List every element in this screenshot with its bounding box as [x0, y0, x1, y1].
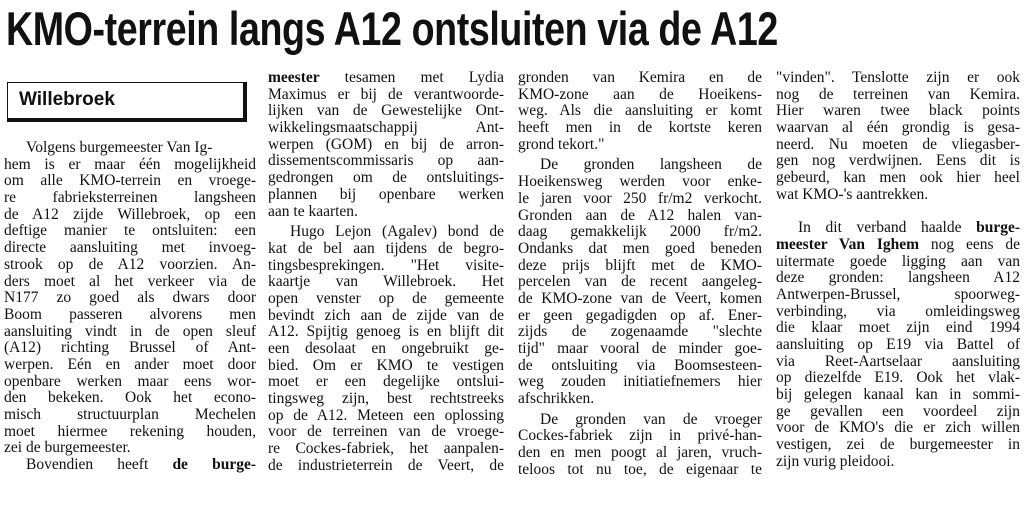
article-line: heeft men in de kortste keren	[518, 119, 762, 137]
article-line: moet hiermee rekening houden,	[4, 422, 256, 440]
article-line: neerd. Nu moeten de vliegasber-	[776, 135, 1020, 153]
article-line: weg zouden initiatiefnemers hier	[518, 373, 762, 391]
article-line: tijd" maar vooral de minder goe-	[518, 340, 762, 357]
article-line: directe aansluiting met invoeg-	[4, 239, 256, 257]
article-line: den en men poogt al jaren, vruch-	[518, 444, 762, 462]
article-line: een desolaat en ongebruikt ge-	[268, 340, 504, 357]
article-line: Volgens burgemeester Van Ig-	[26, 139, 213, 156]
article-line: teloos tot nu toe, de eigenaar te	[518, 460, 762, 478]
column-2	[268, 70, 504, 475]
article-line: bied. Om er KMO te vestigen	[268, 356, 504, 374]
article-line: KMO-zone aan de Hoeikens-	[518, 85, 762, 103]
article-line: open venster op de gemeente	[268, 289, 504, 307]
dateline-box: Willebroek	[7, 82, 247, 122]
article-line: grond tekort."	[518, 135, 605, 153]
article-line: lijken van de Gewestelijke Ont-	[268, 102, 504, 120]
article-line: misch structuurplan Mechelen	[4, 406, 256, 423]
article-line: Gronden aan de A12 halen van-	[518, 206, 762, 224]
article-line: gebeurd, kan men ook hier heel	[776, 169, 1020, 187]
article-line: de industrieterrein de Veert, de	[268, 456, 504, 474]
article-line: gronden van Kemira en de	[518, 69, 762, 86]
article-line: (A12) richting Brussel of Ant-	[4, 339, 256, 357]
article-line: aansluiting vindt in de open sleuf	[4, 322, 256, 340]
article-line: moet er een degelijke ontslui-	[268, 373, 504, 391]
article-line: vestigen, zei de burgemeester in	[776, 436, 1020, 454]
article-line: die klaar moet zijn eind 1994	[776, 319, 1020, 337]
article-line: de ontsluiting via Boomsesteen-	[518, 356, 762, 374]
article-line: dissementscommissaris op aan-	[268, 152, 504, 170]
article-line: afschrikken.	[518, 390, 595, 408]
article-line: nog de terreinen van Kemira.	[776, 85, 1020, 103]
article-line: In dit verband haalde burge-	[798, 219, 1020, 237]
column-3	[518, 70, 762, 479]
article-line: strook op de A12 voorzien. An-	[4, 255, 256, 273]
article-line: Cockes-fabriek zijn in privé-han-	[518, 427, 762, 445]
article-line: bij gelegen kanaal kan in sommi-	[776, 386, 1020, 404]
article-line: tingsbesprekingen. "Het visite-	[268, 256, 504, 274]
article-line: ge gevallen een voordeel zijn	[776, 402, 1020, 420]
article-line: meester Van Ighem nog eens de	[776, 235, 1021, 253]
article-line: deze prijs blijft met de KMO-	[518, 256, 762, 274]
article-line: den bekeken. Ook het econo-	[4, 389, 256, 407]
article-line: aansluiting op E19 via Battel of	[776, 336, 1020, 353]
article-line: zei de burgemeester.	[4, 439, 131, 457]
article-line: waarvan al één grondig is gesa-	[776, 119, 1020, 137]
article-line: gedrongen om de ontsluitings-	[268, 169, 504, 187]
article-line: wat KMO-'s aantrekken.	[776, 185, 929, 203]
article-line: re fabrieksterreinen langsheen	[4, 189, 256, 207]
column-4	[776, 70, 1020, 471]
article-line: aan te kaarten.	[268, 202, 358, 220]
article-line: de KMO-zone van de Veert, komen	[518, 289, 762, 307]
article-line: kat de bel aan tijdens de begro-	[268, 239, 504, 257]
article-line: openbare werken maar eens wor-	[4, 372, 256, 390]
article-line: weg. Als die aansluiting er komt	[518, 102, 762, 120]
article-line: de A12 zijde Willebroek, op een	[4, 205, 256, 223]
headline: KMO-terrein langs A12 ontsluiten via de A12	[6, 2, 778, 55]
article-line: er geen gegadigden op af. Ener-	[518, 306, 762, 324]
article-line: werpen. Eén en ander moet door	[4, 355, 256, 373]
article-line	[776, 204, 1020, 221]
article-line: Hugo Lejon (Agalev) bond de	[290, 223, 504, 241]
article-line: Bovendien heeft de burge-	[26, 456, 256, 474]
article-line: hem is er maar één mogelijkheid	[4, 155, 256, 173]
article-line: deze gronden: langsheen A12	[776, 269, 1020, 287]
article-line: voor de terreinen van de vroege-	[268, 423, 504, 441]
column-1	[4, 70, 256, 474]
article-line: verbinding, via omleidingsweg	[776, 302, 1020, 320]
article-line: kaartje van Willebroek. Het	[268, 273, 504, 291]
article-line: voor de KMO's die er zich willen	[776, 419, 1020, 437]
article-line: "vinden". Tenslotte zijn er ook	[776, 69, 1020, 86]
article-line: uitermate goede ligging aan van	[776, 252, 1020, 270]
article-line: Ondanks dat men goed beneden	[518, 239, 762, 257]
article-line: De gronden langsheen de	[540, 156, 762, 174]
article-line: daag gemakkelijk 2000 fr/m2.	[518, 223, 762, 241]
article-line: tingsweg zijn, best rechtstreeks	[268, 390, 504, 408]
article-line: Maximus er bij de verantwoorde-	[268, 85, 504, 103]
article-line: om alle KMO-terrein en vroege-	[4, 172, 256, 190]
article-line: Boom passeren alvorens men	[4, 305, 256, 323]
article-line: meester tesamen met Lydia	[268, 69, 504, 86]
article-line: De gronden van de vroeger	[540, 410, 762, 428]
article-line: zijn vurig pleidooi.	[776, 452, 895, 470]
article-line: zijds de zogenaamde "slechte	[518, 323, 762, 341]
article-line: ders moet al het verkeer via de	[4, 272, 256, 290]
article-line: Hoeikensweg werden voor enke-	[518, 173, 762, 191]
article-line: A12. Spijtig genoeg is en blijft dit	[268, 323, 504, 341]
article-line: op diezelfde E19. Ook het vlak-	[776, 369, 1020, 387]
article-line: werpen (GOM) en bij de arron-	[268, 135, 504, 153]
article-line: gen nog verdwijnen. Eens dit is	[776, 152, 1020, 170]
article-line: percelen van de recent aangeleg-	[518, 273, 762, 291]
article-line: op de A12. Meteen een oplossing	[268, 406, 504, 424]
article-line: Antwerpen-Brussel, spoorweg-	[776, 285, 1020, 303]
article-line: wikkelingsmaatschappij Ant-	[268, 119, 504, 137]
article-line: Hier waren twee black points	[776, 102, 1020, 120]
article-line: N177 zo goed als dwars door	[4, 289, 256, 307]
article-line: bevindt zich aan de zijde van de	[268, 306, 504, 324]
article-line: le jaren voor 250 fr/m2 verkocht.	[518, 189, 762, 207]
article-line: deftige manier te ontsluiten: een	[4, 222, 256, 240]
article-line: plannen bij openbare werken	[268, 185, 504, 203]
article-line: re Cockes-fabriek, het aanpalen-	[268, 440, 504, 458]
article-line: via Reet-Aartselaar aansluiting	[776, 352, 1020, 370]
